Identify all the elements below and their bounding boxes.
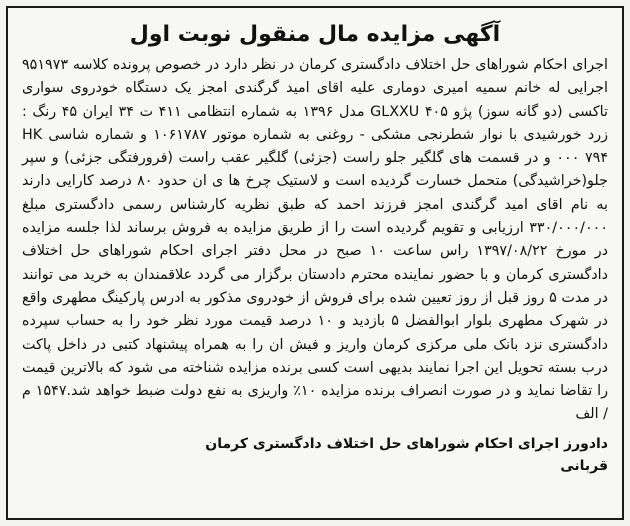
signature-name: قربانی — [560, 457, 608, 474]
signature-block — [22, 433, 608, 477]
notice-content — [22, 20, 608, 508]
notice-title: آگهی مزایده مال منقول نوبت اول — [129, 22, 501, 47]
notice-frame — [6, 6, 624, 520]
signature-title: دادورز اجرای احکام شوراهای حل اختلاف دادگستری کرمان — [205, 435, 608, 452]
notice-body: اجرای احکام شوراهای حل اختلاف دادگستری کرمان در نظر دارد در خصوص پرونده کلاسه ۹۵۱۹۷۳ اجرایی له خانم سمیه امیری دوماری علیه اقای امید گرگندی امجز یک دستگاه خودروی سواری تاکسی (دو گانه سوز) پژو GLXXU ۴۰۵ مدل ۱۳۹۶ به شماره انتظامی ۴۱۱ ت ۳۴ ایران ۴۵ رنگ : زرد خورشیدی با نوار شطرنجی مشکی - روغنی به شماره موتور ۱۰۶۱۷۸۷ و شماره شاسی HK ۰۰۰ ۷۹۴ و در قسمت های گلگیر جلو راست (جزئی) گلگیر عقب راست (فرورفتگی جزئی) و سپر جلو(خراشیدگی) متحمل خسارت گردیده است و لاستیک چرخ ها ی ان حدود ۸۰ درصد کارایی دارند به نام اقای امید گرگندی امجز فرزند احمد که طبق نظریه کارشناس رسمی دادگستری مبلغ ۳۳۰/۰۰۰/۰۰۰ ارزیابی و تقویم گردیده است را از طریق مزایده به فروش برساند لذا جلسه مزایده در مورخ ۱۳۹۷/۰۸/۲۲ راس ساعت ۱۰ صبح در محل دفتر اجرای احکام شوراهای حل اختلاف دادگستری کرمان و با حضور نماینده محترم دادستان برگزار می گردد علاقمندان به خرید می توانند در مدت ۵ روز قبل از روز تعیین شده برای فروش از خودروی مذکور به ادرس پارکینگ مطهری واقع در شهرک مطهری بلوار ابوالفضل ۵ بازدید و ۱۰ درصد قیمت مورد نظر خود را به حساب سپرده دادگستری نزد بانک ملی مرکزی کرمان واریز و فیش ان را به همراه پیشنهاد کتبی در داخل پاکت درب بسته تحویل این اجرا نمایند بدیهی است کسی برنده مزایده شناخته می شود که بالاترین قیمت را تقاضا نماید و در صورت انصراف برنده مزایده ۱۰٪ واریزی به نفع دولت ضبط خواهد شد.۱۵۴۷ م / الف — [22, 57, 609, 423]
